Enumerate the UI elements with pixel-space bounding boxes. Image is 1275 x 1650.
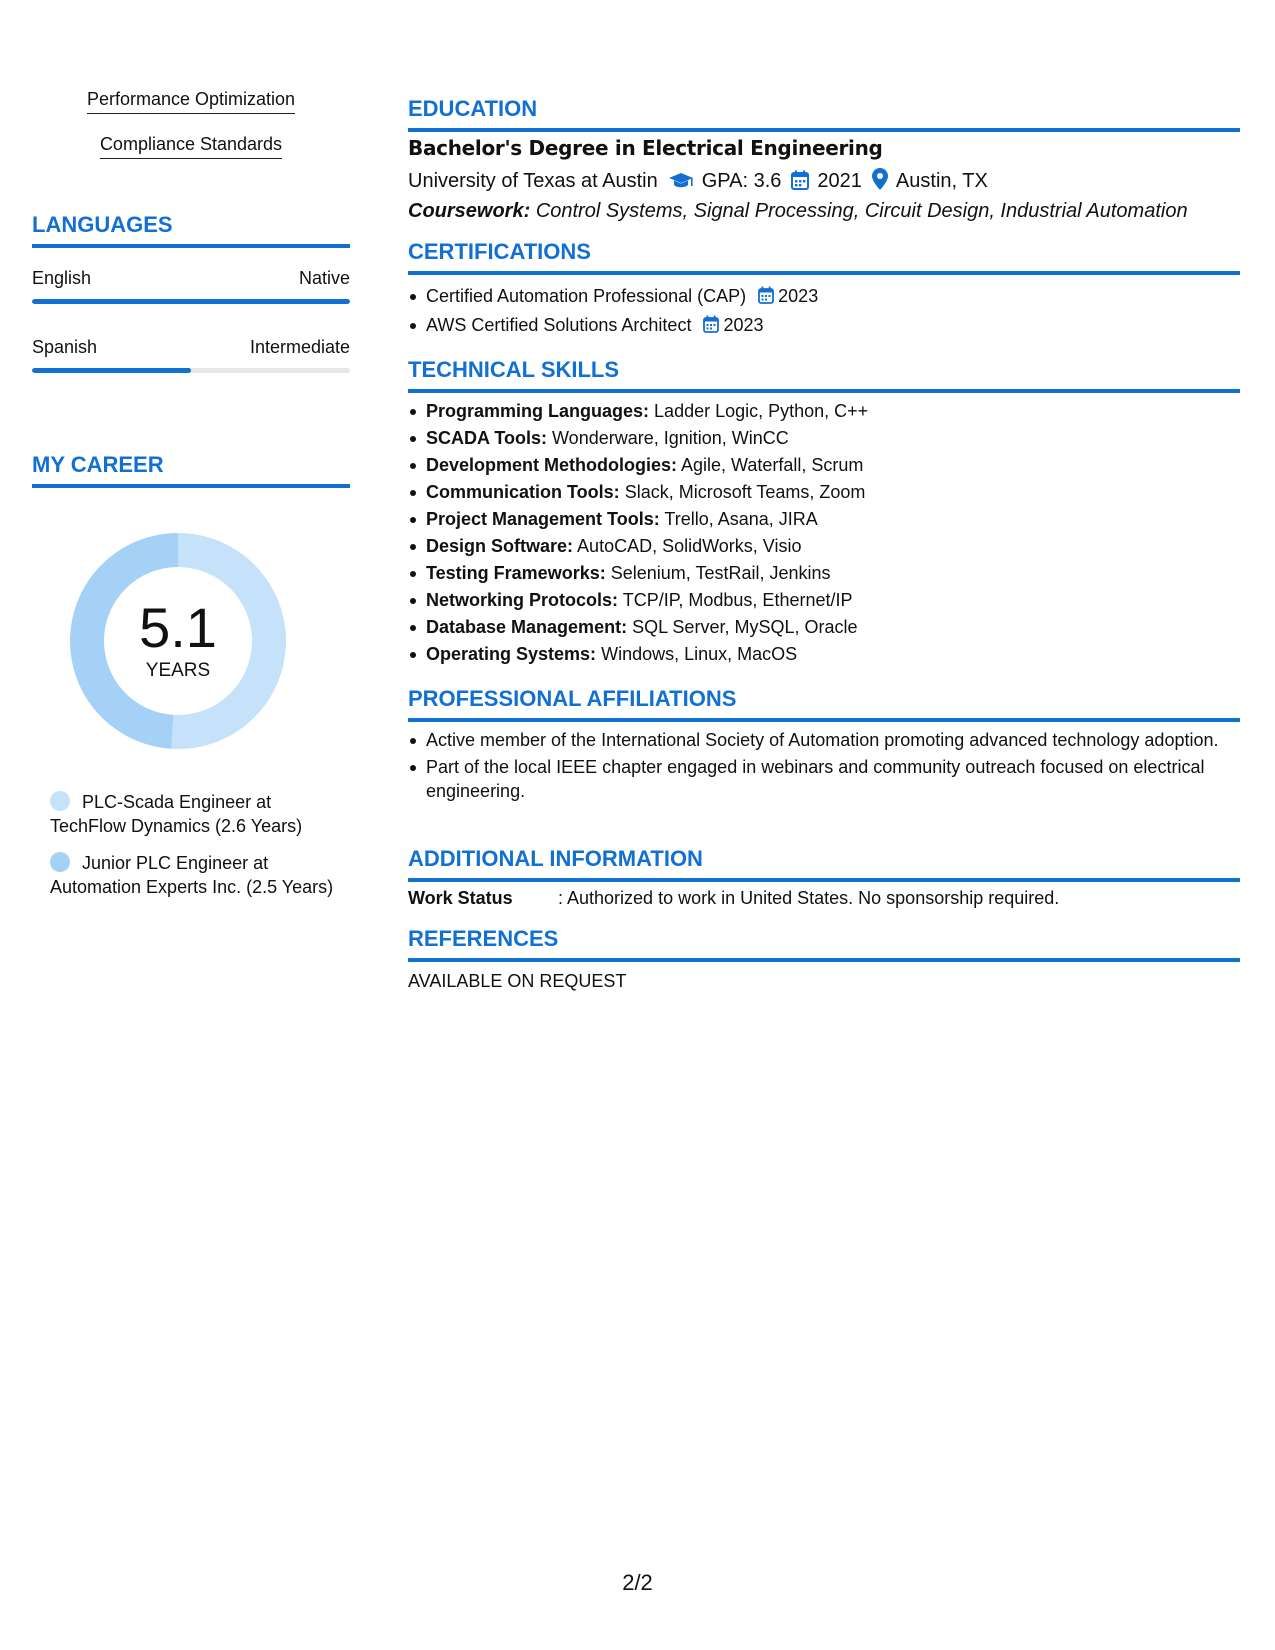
languages-heading: LANGUAGES — [32, 212, 350, 248]
skill-category: Programming Languages: — [426, 401, 650, 421]
certifications-list — [408, 283, 1240, 341]
skill-item — [408, 398, 1240, 425]
career-legend-item — [50, 790, 340, 838]
certification-name: Certified Automation Professional (CAP) — [426, 286, 747, 306]
coursework-list: Control Systems, Signal Processing, Circuit Design, Industrial Automation — [535, 200, 1188, 222]
language-bar — [32, 299, 350, 304]
legend-dot — [50, 791, 70, 811]
certification-year: 2023 — [723, 315, 764, 335]
language-name: Spanish — [32, 337, 98, 357]
education-heading: EDUCATION — [408, 96, 1240, 132]
skill-values: Slack, Microsoft Teams, Zoom — [624, 482, 866, 502]
skill-category: Operating Systems: — [426, 644, 597, 664]
gpa: GPA: 3.6 — [701, 170, 782, 192]
donut-center — [67, 530, 289, 752]
career-total: 5.1 — [139, 596, 217, 659]
affiliations-list — [408, 728, 1240, 806]
calendar-icon — [791, 170, 809, 196]
work-status-label: Work Status — [408, 888, 513, 908]
coursework-label: Coursework: — [408, 200, 531, 222]
language-bar-fill — [32, 368, 191, 373]
page-number: 2/2 — [622, 1570, 653, 1595]
skill-category: Development Methodologies: — [426, 455, 678, 475]
skill-tag — [32, 133, 350, 159]
work-status-row — [408, 887, 1059, 909]
skill-item — [408, 479, 1240, 506]
graduation-year: 2021 — [817, 170, 862, 192]
skill-values: Agile, Waterfall, Scrum — [681, 455, 864, 475]
language-bar — [32, 368, 350, 373]
career-legend-label: Junior PLC Engineer at Automation Experts Inc. (2.5 Years) — [50, 853, 334, 897]
certification-item — [408, 312, 1240, 341]
skill-values: TCP/IP, Modbus, Ethernet/IP — [622, 590, 853, 610]
skill-values: Trello, Asana, JIRA — [664, 509, 818, 529]
skill-item — [408, 506, 1240, 533]
education-location: Austin, TX — [895, 170, 988, 192]
additional-info-heading: ADDITIONAL INFORMATION — [408, 846, 1240, 882]
references-text: AVAILABLE ON REQUEST — [408, 971, 627, 991]
skill-category: SCADA Tools: — [426, 428, 547, 448]
skill-item — [408, 614, 1240, 641]
graduation-cap-icon — [668, 172, 694, 196]
calendar-icon — [703, 314, 719, 341]
skill-values: Windows, Linux, MacOS — [601, 644, 798, 664]
affiliations-heading: PROFESSIONAL AFFILIATIONS — [408, 686, 1240, 722]
references-heading: REFERENCES — [408, 926, 1240, 962]
calendar-icon — [758, 285, 774, 312]
coursework — [408, 199, 1188, 223]
work-status-value: : Authorized to work in United States. No sponsorship required. — [558, 888, 1060, 908]
certification-name: AWS Certified Solutions Architect — [426, 315, 692, 335]
skill-category: Project Management Tools: — [426, 509, 660, 529]
skill-values: Ladder Logic, Python, C++ — [654, 401, 869, 421]
language-level: Native — [298, 268, 350, 288]
affiliation-item: Active member of the International Society of Automation promoting advanced technology adoption. — [408, 728, 1240, 752]
skill-category: Design Software: — [426, 536, 574, 556]
skill-tag — [32, 88, 350, 114]
skill-values: Wonderware, Ignition, WinCC — [552, 428, 789, 448]
certification-year: 2023 — [778, 286, 819, 306]
skill-category: Database Management: — [426, 617, 628, 637]
skill-category: Communication Tools: — [426, 482, 620, 502]
certifications-heading: CERTIFICATIONS — [408, 239, 1240, 275]
skill-values: AutoCAD, SolidWorks, Visio — [577, 536, 802, 556]
language-level: Intermediate — [249, 337, 350, 357]
skill-values: Selenium, TestRail, Jenkins — [610, 563, 831, 583]
skill-item — [408, 452, 1240, 479]
career-legend-item — [50, 851, 340, 899]
skill-category: Testing Frameworks: — [426, 563, 606, 583]
skill-item — [408, 641, 1240, 668]
skill-item — [408, 533, 1240, 560]
technical-skills-list — [408, 398, 1240, 668]
career-heading: MY CAREER — [32, 452, 350, 488]
skill-tag-label: Compliance Standards — [100, 133, 282, 159]
affiliation-item: Part of the local IEEE chapter engaged in webinars and community outreach focused on electrical engineering. — [408, 755, 1240, 803]
language-bar-fill — [32, 299, 350, 304]
career-legend-label: PLC-Scada Engineer at TechFlow Dynamics (2.6 Years) — [50, 792, 303, 836]
school-name: University of Texas at Austin — [408, 170, 658, 192]
location-pin-icon — [872, 168, 888, 196]
language-name: English — [32, 268, 92, 288]
skill-tag-label: Performance Optimization — [87, 88, 295, 114]
skill-category: Networking Protocols: — [426, 590, 619, 610]
education-meta — [408, 168, 988, 196]
degree-title: Bachelor's Degree in Electrical Engineering — [408, 136, 883, 160]
skill-item — [408, 587, 1240, 614]
certification-item — [408, 283, 1240, 312]
career-unit: YEARS — [145, 660, 211, 681]
career-donut-chart — [67, 530, 289, 752]
skill-item — [408, 560, 1240, 587]
skill-values: SQL Server, MySQL, Oracle — [632, 617, 858, 637]
legend-dot — [50, 852, 70, 872]
technical-skills-heading: TECHNICAL SKILLS — [408, 357, 1240, 393]
skill-item — [408, 425, 1240, 452]
